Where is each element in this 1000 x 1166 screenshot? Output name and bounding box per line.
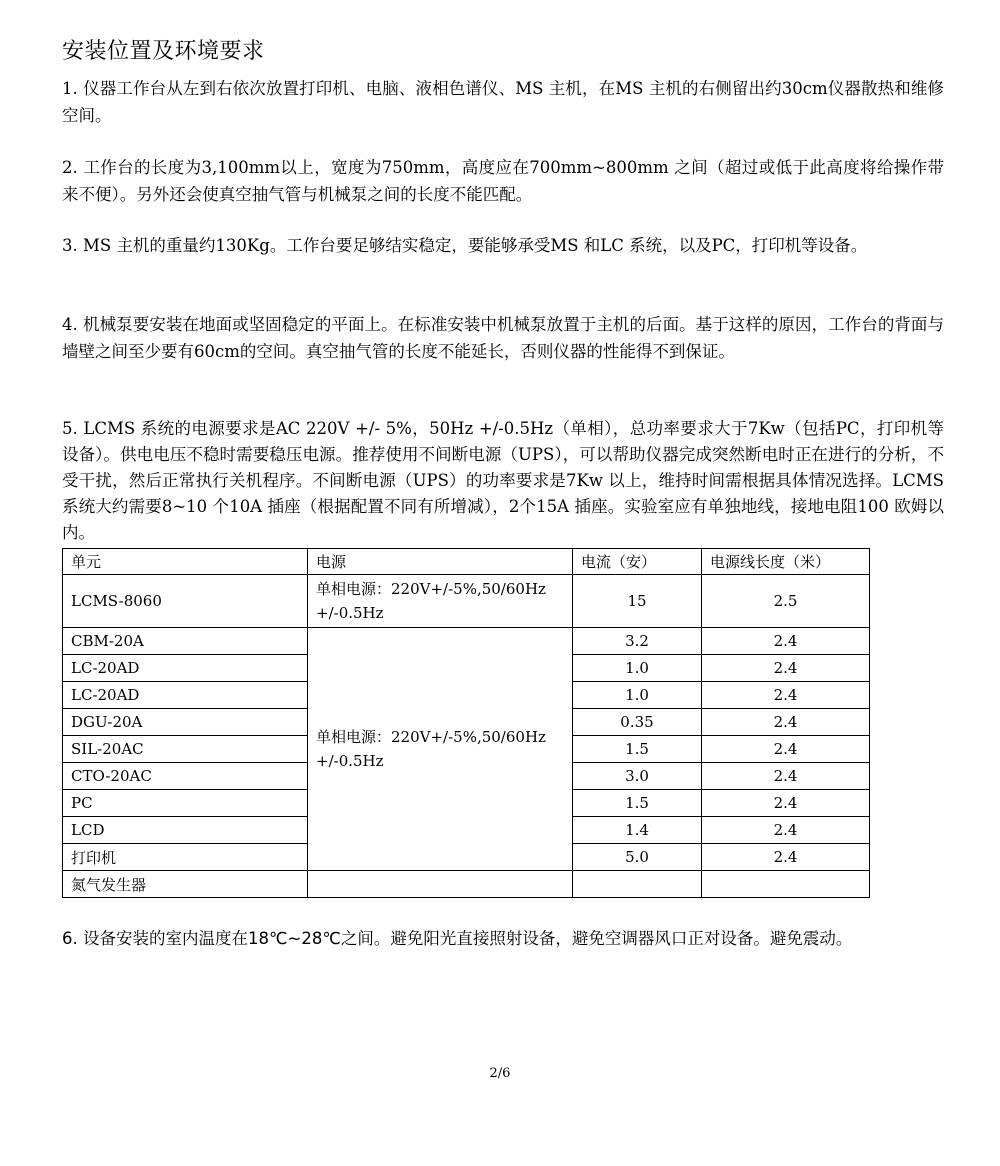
paragraph-3: 3. MS 主机的重量约130Kg。工作台要足够结实稳定，要能够承受MS 和LC 系统，以及PC，打印机等设备。 [62, 236, 868, 255]
paragraph-5: 5. LCMS 系统的电源要求是AC 220V +/- 5%，50Hz +/-0.5Hz（单相），总功率要求大于7Kw（包括PC，打印机等设备）。供电电压不稳时需要稳压电源。推荐使用不间断电源（UPS），可以帮助仪器完成突然断电时正在进行的分析，不受干扰，然后正常执行关机程序。不间断电源（UPS）的功率要求是7Kw 以上，维持时间需根据具体情况选择。LCMS 系统大约需要8~10 个10A 插座（根据配置不同有所增减），2个15A 插座。实验室应有单独地线，接地电阻100 欧姆以内。 [62, 419, 944, 542]
cell-power-empty [308, 871, 573, 898]
cell-current: 1.5 [573, 790, 702, 817]
cell-unit: DGU-20A [63, 709, 308, 736]
cell-unit: CTO-20AC [63, 763, 308, 790]
cell-current: 1.0 [573, 655, 702, 682]
table-row [63, 575, 870, 628]
cell-cable-length: 2.4 [702, 682, 870, 709]
paragraph-6: 6. 设备安装的室内温度在18℃~28℃之间。避免阳光直接照射设备，避免空调器风口正对设备。避免震动。 [62, 929, 853, 948]
page-number: 2/6 [489, 1066, 511, 1081]
cell-unit: CBM-20A [63, 628, 308, 655]
cell-unit: LCD [63, 817, 308, 844]
cell-cable-length: 2.4 [702, 655, 870, 682]
header-current: 电流（安） [573, 549, 702, 575]
cell-current [573, 871, 702, 898]
cell-cable-length [702, 871, 870, 898]
cell-cable-length: 2.4 [702, 628, 870, 655]
cell-current: 15 [573, 575, 702, 628]
cell-unit: LCMS-8060 [63, 575, 308, 628]
cell-unit: LC-20AD [63, 682, 308, 709]
header-power: 电源 [308, 549, 573, 575]
cell-cable-length: 2.4 [702, 736, 870, 763]
cell-unit: 打印机 [63, 844, 308, 871]
cell-unit: SIL-20AC [63, 736, 308, 763]
cell-current: 1.4 [573, 817, 702, 844]
header-unit: 单元 [63, 549, 308, 575]
cell-current: 1.0 [573, 682, 702, 709]
cell-current: 1.5 [573, 736, 702, 763]
cell-power: 单相电源：220V+/-5%,50/60Hz +/-0.5Hz [308, 575, 573, 628]
page-title: 安装位置及环境要求 [62, 39, 265, 64]
cell-cable-length: 2.4 [702, 763, 870, 790]
cell-cable-length: 2.4 [702, 790, 870, 817]
cell-cable-length: 2.5 [702, 575, 870, 628]
cell-cable-length: 2.4 [702, 844, 870, 871]
table-header-row [63, 549, 870, 575]
paragraph-2: 2. 工作台的长度为3,100mm以上，宽度为750mm，高度应在700mm~800mm 之间（超过或低于此高度将给操作带来不便）。另外还会使真空抽气管与机械泵之间的长度不能匹配。 [62, 158, 944, 204]
cell-cable-length: 2.4 [702, 709, 870, 736]
cell-unit: LC-20AD [63, 655, 308, 682]
cell-power-shared: 单相电源：220V+/-5%,50/60Hz +/-0.5Hz [308, 628, 573, 871]
header-cable-length: 电源线长度（米） [702, 549, 870, 575]
cell-unit: 氮气发生器 [63, 871, 308, 898]
table-row [63, 871, 870, 898]
cell-current: 0.35 [573, 709, 702, 736]
power-requirements-table [62, 548, 870, 898]
table-row [63, 628, 870, 655]
paragraph-1: 1. 仪器工作台从左到右依次放置打印机、电脑、液相色谱仪、MS 主机，在MS 主机的右侧留出约30cm仪器散热和维修空间。 [62, 79, 944, 125]
cell-cable-length: 2.4 [702, 817, 870, 844]
paragraph-4: 4. 机械泵要安装在地面或坚固稳定的平面上。在标准安装中机械泵放置于主机的后面。基于这样的原因，工作台的背面与墙壁之间至少要有60cm的空间。真空抽气管的长度不能延长，否则仪器的性能得不到保证。 [62, 315, 944, 361]
cell-current: 3.2 [573, 628, 702, 655]
cell-current: 3.0 [573, 763, 702, 790]
cell-current: 5.0 [573, 844, 702, 871]
cell-unit: PC [63, 790, 308, 817]
